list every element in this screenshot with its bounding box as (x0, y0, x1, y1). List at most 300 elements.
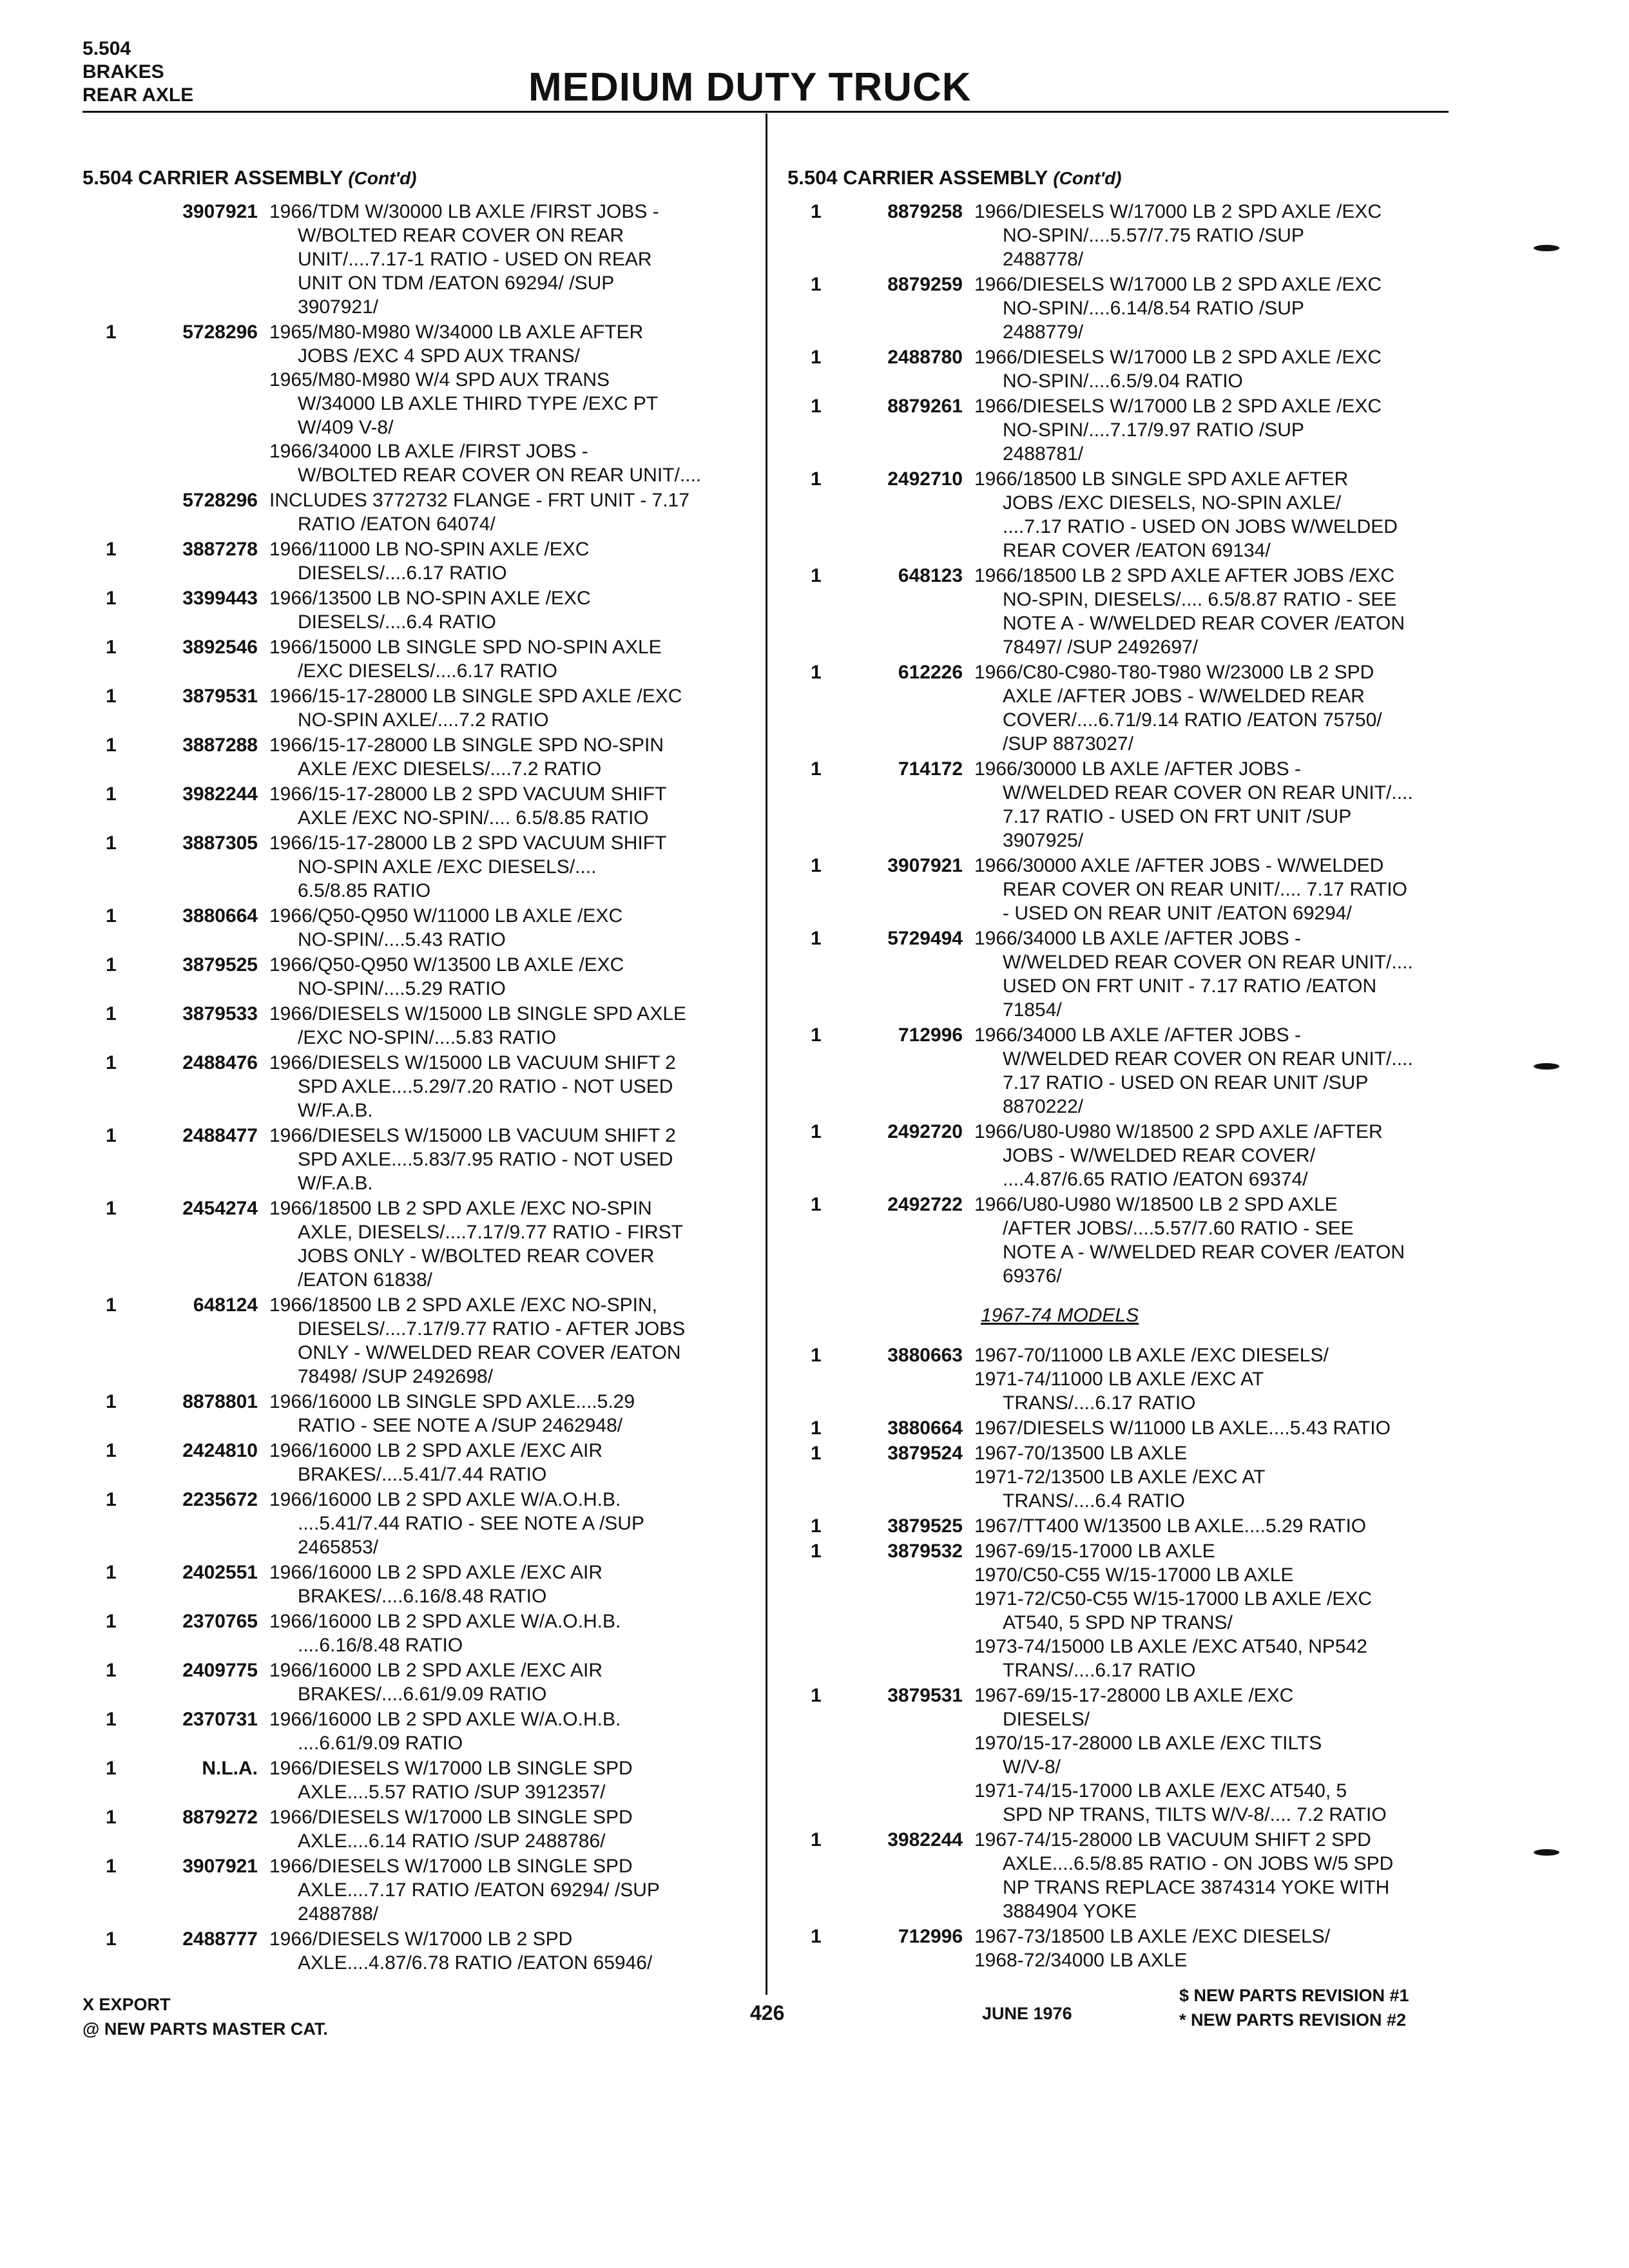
entry-quantity: 1 (811, 468, 822, 490)
parts-entry (787, 1193, 1470, 1288)
left-column (82, 166, 766, 1976)
entry-quantity: 1 (811, 1418, 822, 1439)
entry-description-line: INCLUDES 3772732 FLANGE - FRT UNIT - 7.17 (269, 490, 689, 511)
entry-description-line: 3884904 YOKE (1003, 1901, 1137, 1922)
entry-description-line: 1966/15-17-28000 LB SINGLE SPD AXLE /EXC (269, 686, 682, 707)
entry-quantity: 1 (106, 1294, 117, 1316)
parts-entry (82, 1293, 766, 1389)
entry-part-number: 648124 (193, 1294, 258, 1316)
entry-description-line: AXLE /EXC NO-SPIN/.... 6.5/8.85 RATIO (298, 807, 649, 829)
entry-part-number: 2488780 (887, 347, 963, 368)
entry-part-number: 3879531 (887, 1685, 963, 1706)
entry-description-line: 1966/34000 LB AXLE /FIRST JOBS - (269, 441, 588, 462)
footer-date: JUNE 1976 (982, 2004, 1072, 2023)
parts-entry (82, 1002, 766, 1050)
entry-description-line: 1966/18500 LB 2 SPD AXLE /EXC NO-SPIN (269, 1198, 652, 1219)
entry-description-line: DIESELS/ (1003, 1709, 1090, 1730)
entry-quantity: 1 (106, 1758, 117, 1779)
parts-entry (787, 1684, 1470, 1827)
entry-description-line: 1966/DIESELS W/17000 LB 2 SPD AXLE /EXC (974, 274, 1382, 295)
entry-description-line: ONLY - W/WELDED REAR COVER /EATON (298, 1342, 681, 1363)
entry-description-line: 1966/18500 LB 2 SPD AXLE /EXC NO-SPIN, (269, 1294, 657, 1316)
entry-description-line: 1966/11000 LB NO-SPIN AXLE /EXC (269, 539, 590, 560)
entry-description-line: W/F.A.B. (298, 1173, 373, 1194)
entry-description-line: 3907921/ (298, 296, 379, 318)
entry-quantity: 1 (106, 539, 117, 560)
entry-quantity: 1 (811, 1194, 822, 1215)
entry-description-line: ....6.61/9.09 RATIO (298, 1733, 463, 1754)
entry-part-number: 2409775 (182, 1660, 258, 1681)
entry-description-line: 1966/30000 AXLE /AFTER JOBS - W/WELDED (974, 855, 1384, 876)
entry-part-number: 3879533 (182, 1003, 258, 1024)
entry-part-number: 714172 (898, 758, 963, 780)
entry-description-line: 1966/16000 LB 2 SPD AXLE /EXC AIR (269, 1660, 603, 1681)
entry-description-line: 1970/C50-C55 W/15-17000 LB AXLE (974, 1564, 1294, 1586)
parts-entry (82, 320, 766, 487)
entry-quantity: 1 (811, 1926, 822, 1947)
entry-description-line: 2488778/ (1003, 249, 1084, 270)
entry-description-line: AXLE....5.57 RATIO /SUP 3912357/ (298, 1782, 606, 1803)
entry-description-line: 1966/15-17-28000 LB SINGLE SPD NO-SPIN (269, 735, 664, 756)
header-rule (82, 111, 1449, 113)
entry-description-line: /EXC NO-SPIN/....5.83 RATIO (298, 1027, 557, 1048)
entry-description-line: NO-SPIN/....5.43 RATIO (298, 929, 506, 950)
entry-description-line: USED ON FRT UNIT - 7.17 RATIO /EATON (1003, 975, 1377, 997)
entry-description-line: 3907925/ (1003, 830, 1084, 851)
entry-description-line: 78498/ /SUP 2492698/ (298, 1366, 494, 1387)
entry-description-line: RATIO - SEE NOTE A /SUP 2462948/ (298, 1415, 623, 1436)
entry-part-number: 3907921 (182, 201, 258, 222)
entry-part-number: 8879261 (887, 396, 963, 417)
parts-entry (787, 660, 1470, 756)
entry-description-line: 2488788/ (298, 1903, 379, 1925)
entry-quantity: 1 (106, 1562, 117, 1583)
entry-part-number: 2488477 (182, 1125, 258, 1146)
entry-description-line: 1967-69/15-17000 LB AXLE (974, 1541, 1215, 1562)
entry-description-line: NO-SPIN AXLE/....7.2 RATIO (298, 709, 549, 731)
entry-part-number: 3880663 (887, 1345, 963, 1366)
entry-description-line: 1965/M80-M980 W/4 SPD AUX TRANS (269, 369, 610, 390)
entry-part-number: 648123 (898, 565, 963, 586)
entry-description-line: 1966/U80-U980 W/18500 2 SPD AXLE /AFTER (974, 1121, 1383, 1142)
entry-description-line: 6.5/8.85 RATIO (298, 880, 431, 901)
entry-part-number: 3880664 (887, 1418, 963, 1439)
entry-description-line: NO-SPIN/....5.29 RATIO (298, 978, 506, 999)
right-heading-text: 5.504 CARRIER ASSEMBLY (787, 166, 1048, 189)
entry-part-number: 2370765 (182, 1611, 258, 1632)
entry-description-line: TRANS/....6.17 RATIO (1003, 1660, 1196, 1681)
parts-entry (787, 1539, 1470, 1682)
entry-description-line: W/F.A.B. (298, 1100, 373, 1121)
entry-description-line: 1966/15000 LB SINGLE SPD NO-SPIN AXLE (269, 637, 662, 658)
entry-description-line: 1966/18500 LB 2 SPD AXLE AFTER JOBS /EXC (974, 565, 1395, 586)
parts-entry (787, 564, 1470, 659)
entry-description-line: 1966/Q50-Q950 W/11000 LB AXLE /EXC (269, 905, 623, 927)
entry-description-line: 78497/ /SUP 2492697/ (1003, 637, 1199, 658)
entry-description-line: NO-SPIN, DIESELS/.... 6.5/8.87 RATIO - SEE (1003, 589, 1397, 610)
parts-entry (787, 1441, 1470, 1513)
entry-description-line: 1967-74/15-28000 LB VACUUM SHIFT 2 SPD (974, 1829, 1371, 1850)
entry-description-line: JOBS /EXC 4 SPD AUX TRANS/ (298, 345, 580, 367)
entry-part-number: 3982244 (887, 1829, 963, 1850)
entry-description-line: 1966/DIESELS W/17000 LB 2 SPD AXLE /EXC (974, 201, 1382, 222)
entry-description-line: 1971-72/C50-C55 W/15-17000 LB AXLE /EXC (974, 1588, 1373, 1610)
footer-revision-2: * NEW PARTS REVISION #2 (1179, 2010, 1407, 2030)
entry-quantity: 1 (106, 1611, 117, 1632)
entry-part-number: 712996 (898, 1926, 963, 1947)
entry-quantity: 1 (106, 1125, 117, 1146)
entry-description-line: 1966/15-17-28000 LB 2 SPD VACUUM SHIFT (269, 783, 667, 805)
parts-entry (787, 273, 1470, 344)
entry-quantity: 1 (106, 1660, 117, 1681)
entry-part-number: 3879525 (887, 1515, 963, 1537)
entry-description-line: /AFTER JOBS/....5.57/7.60 RATIO - SEE (1003, 1218, 1354, 1239)
entry-quantity: 1 (106, 735, 117, 756)
entry-quantity: 1 (811, 758, 822, 780)
parts-entry (82, 1756, 766, 1804)
entry-part-number: 3907921 (182, 1856, 258, 1877)
entry-description-line: UNIT/....7.17-1 RATIO - USED ON REAR (298, 249, 652, 270)
parts-entry (82, 1707, 766, 1755)
parts-entry (82, 586, 766, 634)
entry-description-line: ....4.87/6.65 RATIO /EATON 69374/ (1003, 1169, 1308, 1190)
entry-description-line: 1966/16000 LB SINGLE SPD AXLE....5.29 (269, 1391, 635, 1412)
entry-part-number: 3879532 (887, 1541, 963, 1562)
entry-description-line: 1966/16000 LB 2 SPD AXLE W/A.O.H.B. (269, 1611, 621, 1632)
right-column (787, 166, 1470, 1974)
entry-description-line: W/WELDED REAR COVER ON REAR UNIT/.... (1003, 952, 1413, 973)
entry-description-line: REAR COVER ON REAR UNIT/.... 7.17 RATIO (1003, 879, 1407, 900)
entry-quantity: 1 (811, 928, 822, 949)
entry-part-number: 3907921 (887, 855, 963, 876)
parts-entry (787, 345, 1470, 393)
parts-entry (787, 1120, 1470, 1191)
entry-description-line: 1967/TT400 W/13500 LB AXLE....5.29 RATIO (974, 1515, 1367, 1537)
entry-description-line: AXLE....4.87/6.78 RATIO /EATON 65946/ (298, 1952, 653, 1974)
entry-description-line: 1967-70/11000 LB AXLE /EXC DIESELS/ (974, 1345, 1329, 1366)
entry-description-line: 1971-72/13500 LB AXLE /EXC AT (974, 1466, 1266, 1488)
entry-quantity: 1 (106, 1709, 117, 1730)
entry-description-line: 1966/30000 LB AXLE /AFTER JOBS - (974, 758, 1301, 780)
entry-description-line: 1967-70/13500 LB AXLE (974, 1443, 1188, 1464)
entry-part-number: 2492722 (887, 1194, 963, 1215)
entry-description-line: BRAKES/....5.41/7.44 RATIO (298, 1464, 547, 1485)
entry-description-line: W/BOLTED REAR COVER ON REAR UNIT/.... (298, 465, 702, 486)
entry-part-number: 3892546 (182, 637, 258, 658)
header-group: BRAKES (82, 61, 164, 82)
entry-description-line: AXLE /EXC DIESELS/....7.2 RATIO (298, 758, 602, 780)
entry-description-line: TRANS/....6.4 RATIO (1003, 1490, 1185, 1512)
entry-quantity: 1 (811, 1541, 822, 1562)
entry-description-line: 1970/15-17-28000 LB AXLE /EXC TILTS (974, 1733, 1322, 1754)
entry-description-line: NO-SPIN/....7.17/9.97 RATIO /SUP (1003, 419, 1304, 441)
entry-description-line: 8870222/ (1003, 1096, 1084, 1117)
header-section-number: 5.504 (82, 38, 131, 59)
parts-entry (82, 1390, 766, 1437)
entry-description-line: 1966/16000 LB 2 SPD AXLE /EXC AIR (269, 1562, 603, 1583)
parts-entry (82, 537, 766, 585)
models-subheading: 1967-74 MODELS (981, 1305, 1139, 1326)
entry-description-line: NO-SPIN/....6.14/8.54 RATIO /SUP (1003, 298, 1304, 319)
entry-quantity: 1 (106, 1003, 117, 1024)
entry-description-line: 1966/DIESELS W/15000 LB SINGLE SPD AXLE (269, 1003, 687, 1024)
parts-entry (82, 1610, 766, 1657)
entry-description-line: 1966/DIESELS W/17000 LB 2 SPD (269, 1928, 573, 1950)
right-heading-suffix: (Cont'd) (1053, 168, 1122, 188)
entry-description-line: 1967-69/15-17-28000 LB AXLE /EXC (974, 1685, 1294, 1706)
parts-entry (787, 1416, 1470, 1440)
edge-mark (1534, 1063, 1559, 1070)
entry-description-line: 71854/ (1003, 999, 1062, 1021)
entry-description-line: 1966/DIESELS W/17000 LB 2 SPD AXLE /EXC (974, 347, 1382, 368)
entry-quantity: 1 (106, 588, 117, 609)
entry-description-line: 1968-72/34000 LB AXLE (974, 1950, 1188, 1971)
parts-entry (787, 394, 1470, 466)
entry-description-line: NOTE A - W/WELDED REAR COVER /EATON (1003, 613, 1405, 634)
entry-description-line: DIESELS/....7.17/9.77 RATIO - AFTER JOBS (298, 1318, 686, 1340)
entry-quantity: 1 (106, 1489, 117, 1510)
entry-quantity: 1 (811, 1443, 822, 1464)
entry-description-line: 7.17 RATIO - USED ON FRT UNIT /SUP (1003, 806, 1352, 827)
entry-part-number: 3982244 (182, 783, 258, 805)
entry-part-number: 2370731 (182, 1709, 258, 1730)
edge-mark (1534, 1849, 1559, 1856)
parts-entry (82, 904, 766, 952)
parts-entry (787, 1925, 1470, 1972)
entry-description-line: 1966/Q50-Q950 W/13500 LB AXLE /EXC (269, 954, 624, 975)
entry-quantity: 1 (811, 662, 822, 683)
parts-entry (787, 1514, 1470, 1538)
parts-entry (82, 733, 766, 781)
parts-entry (82, 1561, 766, 1608)
entry-part-number: 5728296 (182, 490, 258, 511)
parts-entry (82, 488, 766, 536)
entry-quantity: 1 (811, 1121, 822, 1142)
entry-description-line: 1966/13500 LB NO-SPIN AXLE /EXC (269, 588, 591, 609)
entry-description-line: AXLE....7.17 RATIO /EATON 69294/ /SUP (298, 1879, 660, 1901)
parts-entry (787, 757, 1470, 852)
entry-description-line: 1966/DIESELS W/17000 LB SINGLE SPD (269, 1807, 633, 1828)
entry-quantity: 1 (811, 1515, 822, 1537)
entry-description-line: - USED ON REAR UNIT /EATON 69294/ (1003, 903, 1352, 924)
entry-part-number: 8878801 (182, 1391, 258, 1412)
entry-quantity: 1 (106, 1198, 117, 1219)
entry-description-line: 2465853/ (298, 1537, 379, 1558)
entry-part-number: 2488476 (182, 1052, 258, 1073)
edge-mark (1534, 245, 1559, 251)
entry-description-line: 1966/34000 LB AXLE /AFTER JOBS - (974, 1024, 1301, 1046)
entry-quantity: 1 (106, 1856, 117, 1877)
entry-description-line: W/V-8/ (1003, 1756, 1061, 1778)
entry-description-line: W/34000 LB AXLE THIRD TYPE /EXC PT (298, 393, 659, 414)
parts-entry (82, 831, 766, 903)
parts-entry (787, 927, 1470, 1022)
entry-description-line: AXLE....6.14 RATIO /SUP 2488786/ (298, 1831, 606, 1852)
entry-part-number: 8879272 (182, 1807, 258, 1828)
header-section-block (82, 37, 193, 107)
entry-description-line: 1966/16000 LB 2 SPD AXLE /EXC AIR (269, 1440, 603, 1461)
entry-part-number: 3880664 (182, 905, 258, 927)
parts-entry (787, 1023, 1470, 1119)
entry-part-number: 3887288 (182, 735, 258, 756)
entry-description-line: /EATON 61838/ (298, 1269, 433, 1291)
entry-part-number: 2492720 (887, 1121, 963, 1142)
right-entries-list-2 (787, 1343, 1470, 1972)
entry-description-line: ....6.16/8.48 RATIO (298, 1635, 463, 1656)
entry-description-line: 1967/DIESELS W/11000 LB AXLE....5.43 RATIO (974, 1418, 1391, 1439)
entry-description-line: SPD AXLE....5.83/7.95 RATIO - NOT USED (298, 1149, 673, 1170)
entry-quantity: 1 (811, 1024, 822, 1046)
entry-description-line: W/BOLTED REAR COVER ON REAR (298, 225, 624, 246)
right-section-heading (787, 166, 1470, 189)
parts-entry (787, 1828, 1470, 1923)
entry-description-line: NOTE A - W/WELDED REAR COVER /EATON (1003, 1242, 1405, 1263)
footer-export-note: X EXPORT (82, 1995, 171, 2014)
entry-description-line: COVER/....6.71/9.14 RATIO /EATON 75750/ (1003, 709, 1382, 731)
entry-part-number: 3879525 (182, 954, 258, 975)
entry-description-line: AT540, 5 SPD NP TRANS/ (1003, 1612, 1233, 1633)
entry-description-line: 1966/U80-U980 W/18500 LB 2 SPD AXLE (974, 1194, 1338, 1215)
footer-legend-left (82, 1992, 328, 2041)
entry-description-line: W/WELDED REAR COVER ON REAR UNIT/.... (1003, 1048, 1413, 1070)
entry-description-line: 1966/DIESELS W/15000 LB VACUUM SHIFT 2 (269, 1125, 676, 1146)
column-divider (766, 113, 767, 1995)
parts-entry (82, 684, 766, 732)
entry-quantity: 1 (811, 1829, 822, 1850)
entry-description-line: 1966/C80-C980-T80-T980 W/23000 LB 2 SPD (974, 662, 1374, 683)
entry-part-number: N.L.A. (202, 1758, 258, 1779)
parts-entry (82, 1854, 766, 1926)
entry-part-number: 3887305 (182, 832, 258, 854)
page-title: MEDIUM DUTY TRUCK (528, 65, 972, 110)
entry-quantity: 1 (106, 322, 117, 343)
entry-description-line: /EXC DIESELS/....6.17 RATIO (298, 660, 557, 682)
parts-entry (82, 1124, 766, 1195)
entry-description-line: 1973-74/15000 LB AXLE /EXC AT540, NP542 (974, 1636, 1367, 1657)
entry-description-line: 1967-73/18500 LB AXLE /EXC DIESELS/ (974, 1926, 1331, 1947)
entry-quantity: 1 (811, 565, 822, 586)
entry-part-number: 2235672 (182, 1489, 258, 1510)
entry-description-line: RATIO /EATON 64074/ (298, 514, 496, 535)
entry-description-line: 1971-74/15-17000 LB AXLE /EXC AT540, 5 (974, 1780, 1347, 1802)
entry-quantity: 1 (811, 274, 822, 295)
parts-entry (82, 782, 766, 830)
parts-entry (787, 1343, 1470, 1415)
entry-part-number: 2488777 (182, 1928, 258, 1950)
header-subgroup: REAR AXLE (82, 84, 194, 106)
parts-entry (82, 200, 766, 319)
entry-description-line: 1966/DIESELS W/17000 LB 2 SPD AXLE /EXC (974, 396, 1382, 417)
entry-part-number: 2424810 (182, 1440, 258, 1461)
entry-description-line: AXLE /AFTER JOBS - W/WELDED REAR (1003, 686, 1365, 707)
entry-description-line: 69376/ (1003, 1265, 1062, 1287)
entry-part-number: 2454274 (182, 1198, 258, 1219)
parts-entry (82, 1805, 766, 1853)
entry-part-number: 3887278 (182, 539, 258, 560)
entry-quantity: 1 (811, 1685, 822, 1706)
entry-description-line: AXLE....6.5/8.85 RATIO - ON JOBS W/5 SPD (1003, 1853, 1394, 1874)
left-heading-text: 5.504 CARRIER ASSEMBLY (82, 166, 343, 189)
entry-description-line: W/WELDED REAR COVER ON REAR UNIT/.... (1003, 782, 1413, 803)
left-heading-suffix: (Cont'd) (348, 168, 417, 188)
entry-description-line: 2488779/ (1003, 322, 1084, 343)
entry-description-line: 1966/16000 LB 2 SPD AXLE W/A.O.H.B. (269, 1709, 621, 1730)
entry-quantity: 1 (811, 201, 822, 222)
entry-description-line: 7.17 RATIO - USED ON REAR UNIT /SUP (1003, 1072, 1369, 1093)
entry-description-line: DIESELS/....6.4 RATIO (298, 611, 496, 633)
entry-description-line: NO-SPIN/....5.57/7.75 RATIO /SUP (1003, 225, 1304, 246)
entry-description-line: NO-SPIN/....6.5/9.04 RATIO (1003, 370, 1243, 392)
parts-entry (82, 1927, 766, 1975)
parts-entry (787, 467, 1470, 562)
entry-description-line: 1966/18500 LB SINGLE SPD AXLE AFTER (974, 468, 1349, 490)
entry-part-number: 2402551 (182, 1562, 258, 1583)
entry-description-line: 1966/34000 LB AXLE /AFTER JOBS - (974, 928, 1301, 949)
entry-description-line: 1966/DIESELS W/17000 LB SINGLE SPD (269, 1758, 633, 1779)
entry-description-line: AXLE, DIESELS/....7.17/9.77 RATIO - FIRST (298, 1222, 683, 1243)
parts-entry (787, 200, 1470, 271)
entry-description-line: SPD NP TRANS, TILTS W/V-8/.... 7.2 RATIO (1003, 1804, 1387, 1825)
entry-part-number: 712996 (898, 1024, 963, 1046)
left-section-heading (82, 166, 766, 189)
entry-quantity: 1 (811, 396, 822, 417)
left-entries-list (82, 200, 766, 1975)
entry-description-line: NO-SPIN AXLE /EXC DIESELS/.... (298, 856, 597, 878)
entry-quantity: 1 (106, 954, 117, 975)
entry-part-number: 8879259 (887, 274, 963, 295)
entry-description-line: NP TRANS REPLACE 3874314 YOKE WITH (1003, 1877, 1390, 1898)
entry-description-line: ....5.41/7.44 RATIO - SEE NOTE A /SUP (298, 1513, 644, 1534)
entry-quantity: 1 (106, 1440, 117, 1461)
entry-quantity: 1 (811, 347, 822, 368)
entry-description-line: BRAKES/....6.16/8.48 RATIO (298, 1586, 547, 1607)
entry-description-line: DIESELS/....6.17 RATIO (298, 562, 507, 584)
entry-description-line: REAR COVER /EATON 69134/ (1003, 540, 1271, 561)
footer-revision-1: $ NEW PARTS REVISION #1 (1179, 1986, 1409, 2005)
footer-legend-right (1179, 1983, 1409, 2032)
entry-part-number: 3879531 (182, 686, 258, 707)
entry-description-line: 1966/DIESELS W/17000 LB SINGLE SPD (269, 1856, 633, 1877)
entry-quantity: 1 (811, 855, 822, 876)
entry-description-line: BRAKES/....6.61/9.09 RATIO (298, 1684, 547, 1705)
entry-description-line: 1971-74/11000 LB AXLE /EXC AT (974, 1369, 1264, 1390)
entry-description-line: TRANS/....6.17 RATIO (1003, 1392, 1196, 1414)
entry-quantity: 1 (106, 1807, 117, 1828)
entry-description-line: 1966/15-17-28000 LB 2 SPD VACUUM SHIFT (269, 832, 667, 854)
parts-entry (82, 1658, 766, 1706)
entry-description-line: 1966/16000 LB 2 SPD AXLE W/A.O.H.B. (269, 1489, 621, 1510)
entry-part-number: 8879258 (887, 201, 963, 222)
footer-master-cat-note: @ NEW PARTS MASTER CAT. (82, 2019, 328, 2039)
entry-description-line: UNIT ON TDM /EATON 69294/ /SUP (298, 273, 615, 294)
entry-part-number: 5729494 (887, 928, 963, 949)
entry-quantity: 1 (106, 1052, 117, 1073)
parts-entry (787, 854, 1470, 925)
entry-part-number: 612226 (898, 662, 963, 683)
entry-quantity: 1 (106, 905, 117, 927)
entry-quantity: 1 (106, 637, 117, 658)
entry-description-line: JOBS ONLY - W/BOLTED REAR COVER (298, 1245, 655, 1267)
entry-quantity: 1 (106, 1391, 117, 1412)
entry-description-line: 1965/M80-M980 W/34000 LB AXLE AFTER (269, 322, 644, 343)
entry-quantity: 1 (106, 783, 117, 805)
entry-quantity: 1 (106, 686, 117, 707)
entry-description-line: 1966/DIESELS W/15000 LB VACUUM SHIFT 2 (269, 1052, 676, 1073)
entry-quantity: 1 (106, 1928, 117, 1950)
parts-entry (82, 1051, 766, 1122)
entry-part-number: 3879524 (887, 1443, 963, 1464)
entry-description-line: ....7.17 RATIO - USED ON JOBS W/WELDED (1003, 516, 1398, 537)
